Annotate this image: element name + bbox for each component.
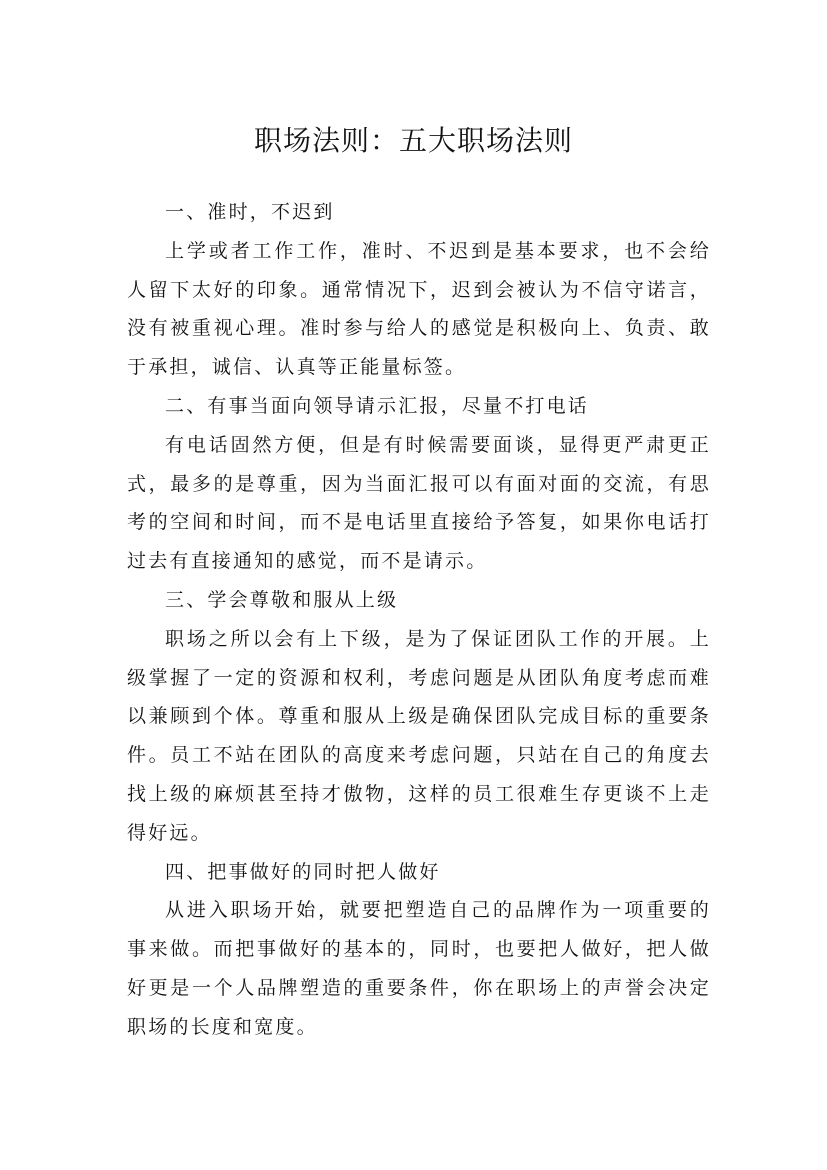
- section-3-body: 职场之所以会有上下级，是为了保证团队工作的开展。上级掌握了一定的资源和权利，考虑问题是从团队角度考虑而难以兼顾到个体。尊重和服从上级是确保团队完成目标的重要条件。员工不站在团队的高度来考虑问题，只站在自己的角度去找上级的麻烦甚至持才傲物，这样的员工很难生存更谈不上走得好远。: [127, 627, 711, 844]
- document-body: [127, 193, 711, 1047]
- document-title: 职场法则：五大职场法则: [253, 123, 573, 157]
- section-4-body: 从进入职场开始，就要把塑造自己的品牌作为一项重要的事来做。而把事做好的基本的，同时，也要把人做好，把人做好更是一个人品牌塑造的重要条件，你在职场上的声誉会决定职场的长度和宽度。: [127, 899, 711, 1038]
- section-1-body: 上学或者工作工作，准时、不迟到是基本要求，也不会给人留下太好的印象。通常情况下，迟到会被认为不信守诺言，没有被重视心理。准时参与给人的感觉是积极向上、负责、敢于承担，诚信、认真等正能量标签。: [127, 239, 711, 379]
- section-2-heading: 二、有事当面向领导请示汇报，尽量不打电话: [165, 394, 590, 417]
- section-1-heading: 一、准时，不迟到: [165, 201, 335, 223]
- section-3-heading: 三、学会尊敬和服从上级: [165, 588, 399, 611]
- section-4-heading: 四、把事做好的同时把人做好: [165, 860, 441, 883]
- section-2-body: 有电话固然方便，但是有时候需要面谈，显得更严肃更正式，最多的是尊重，因为当面汇报可以有面对面的交流，有思考的空间和时间，而不是电话里直接给予答复，如果你电话打过去有直接通知的感觉，而不是请示。: [127, 433, 711, 573]
